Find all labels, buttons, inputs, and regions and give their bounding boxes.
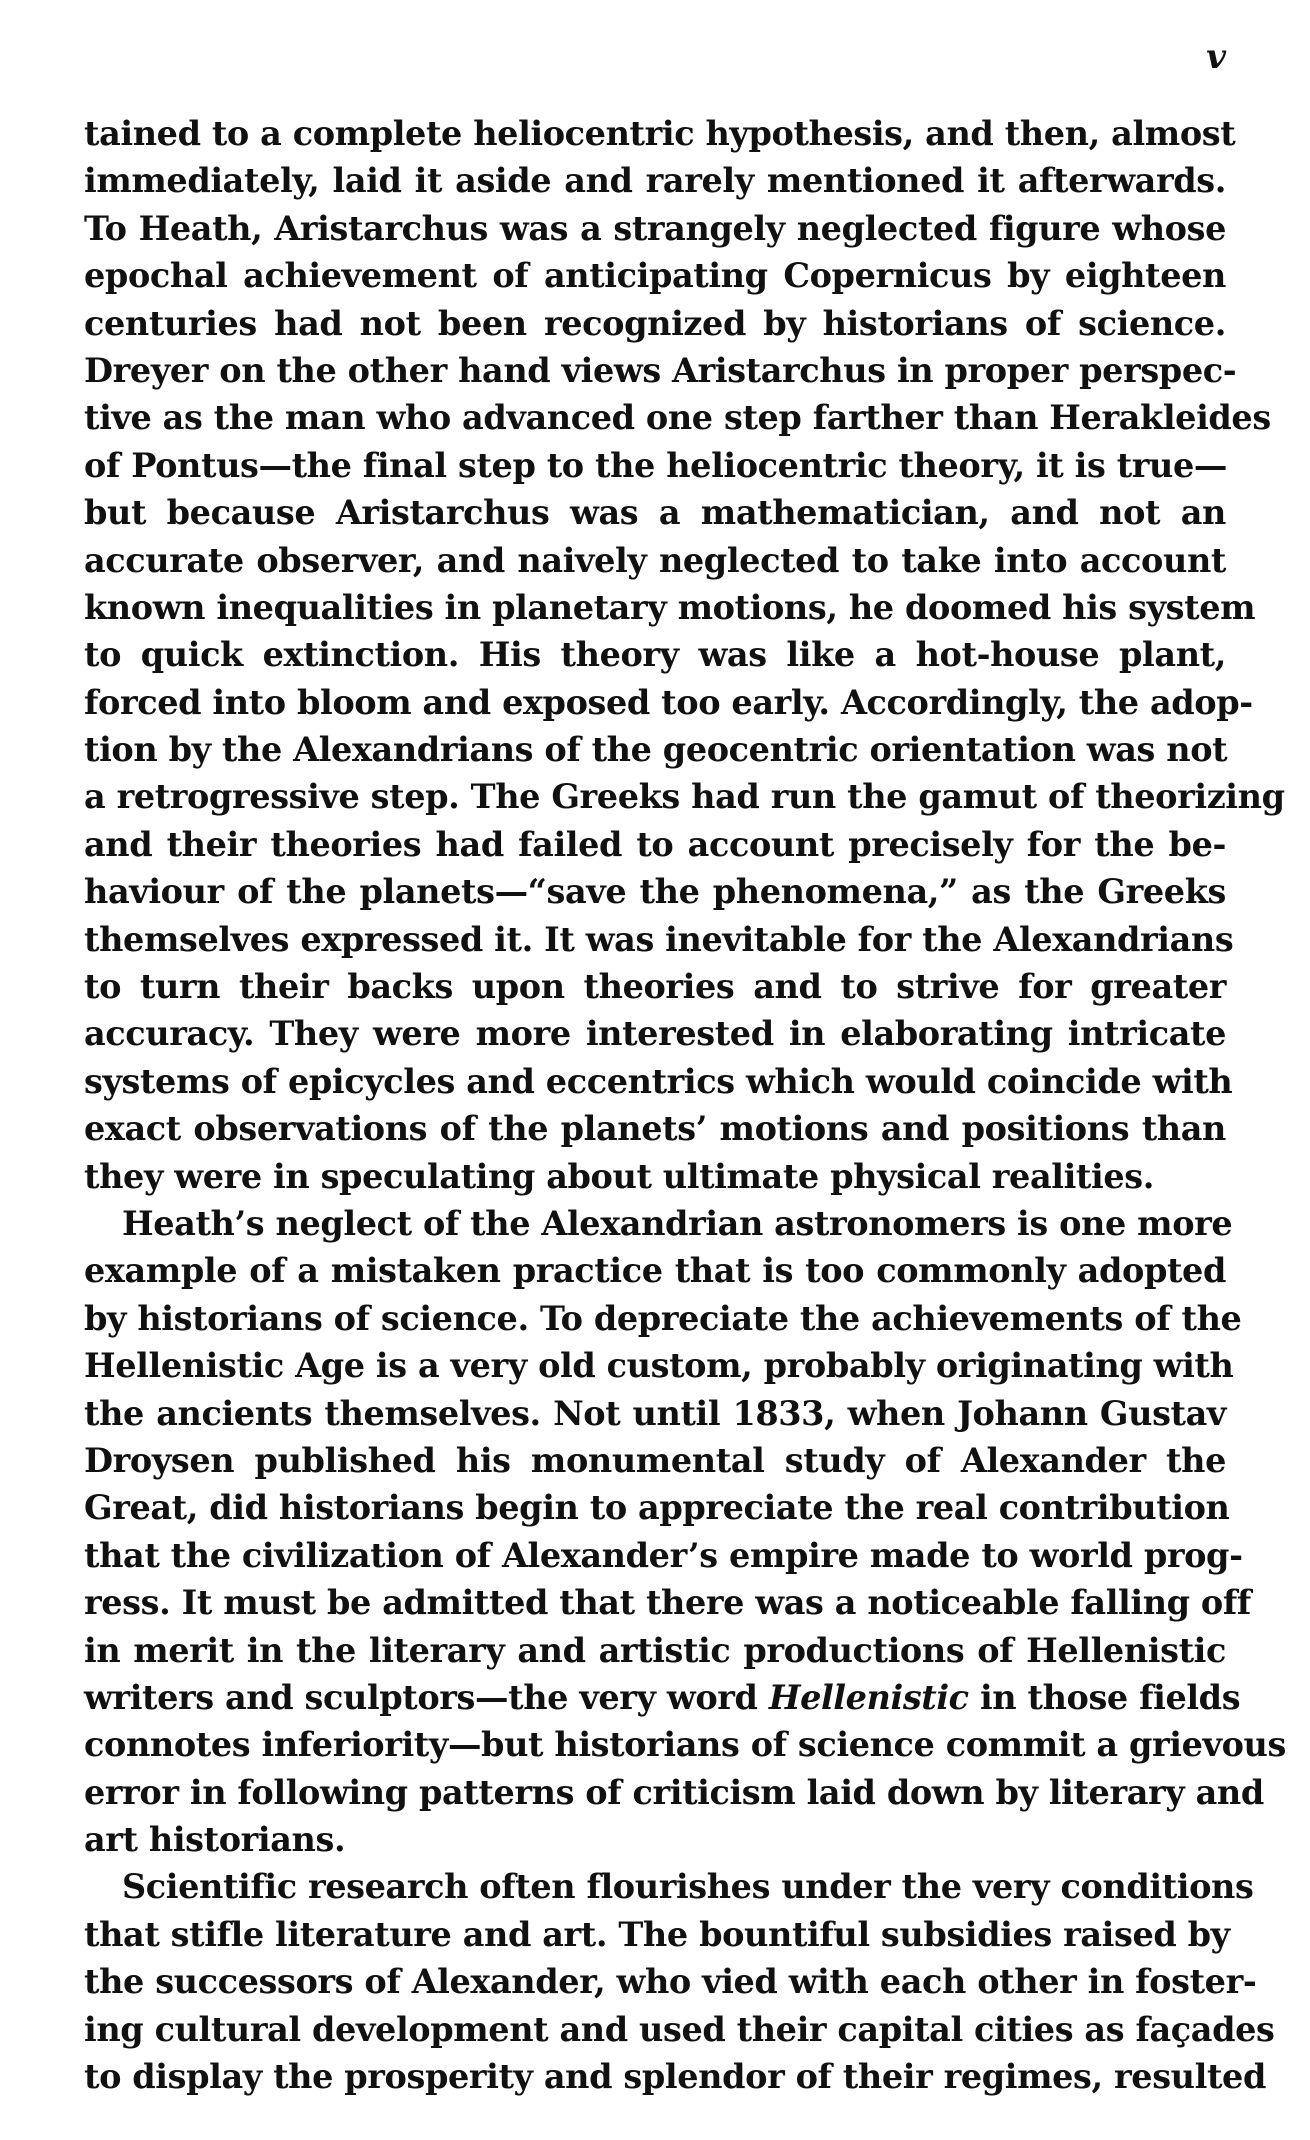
- text-line-with-italic: [84, 1674, 1241, 1721]
- text-line: Heath’s neglect of the Alexandrian astronomers is one more: [122, 1203, 1233, 1243]
- text-line: art historians.: [84, 1820, 346, 1860]
- text-line: Dreyer on the other hand views Aristarchus in proper perspec-: [84, 350, 1237, 390]
- book-page: [84, 0, 1286, 2140]
- text-line: Great, did historians begin to appreciate the real contribution: [84, 1488, 1230, 1528]
- text-line: accuracy. They were more interested in elaborating intricate: [84, 1014, 1226, 1054]
- text-line: Scientific research often flourishes under the very conditions: [122, 1867, 1254, 1907]
- text-line: known inequalities in planetary motions, he doomed his system: [84, 587, 1256, 627]
- body-text: [84, 110, 1286, 2100]
- text-line: to quick extinction. His theory was like a hot-house plant,: [84, 635, 1226, 675]
- text-line: exact observations of the planets’ motions and positions than: [84, 1109, 1226, 1149]
- text-line: that stifle literature and art. The bountiful subsidies raised by: [84, 1914, 1230, 1954]
- text-line: that the civilization of Alexander’s empire made to world prog-: [84, 1535, 1243, 1575]
- page-number: v: [1206, 37, 1226, 77]
- text-line: immediately, laid it aside and rarely mentioned it afterwards.: [84, 161, 1226, 201]
- text-line: tion by the Alexandrians of the geocentric orientation was not: [84, 730, 1228, 770]
- paragraph-2: [84, 1200, 1286, 1863]
- text-line: error in following patterns of criticism laid down by literary and: [84, 1772, 1264, 1812]
- text-line: to display the prosperity and splendor of their regimes, resulted: [84, 2057, 1266, 2097]
- text-line: centuries had not been recognized by historians of science.: [84, 303, 1226, 343]
- text-line: connotes inferiority—but historians of science commit a grievous: [84, 1725, 1286, 1765]
- text-line: themselves expressed it. It was inevitable for the Alexandrians: [84, 919, 1234, 959]
- paragraph-3: [84, 1863, 1275, 2100]
- text-line: example of a mistaken practice that is too commonly adopted: [84, 1251, 1226, 1291]
- text-line: they were in speculating about ultimate physical realities.: [84, 1156, 1154, 1196]
- text-line: by historians of science. To depreciate the achievements of the: [84, 1298, 1242, 1338]
- text-line: accurate observer, and naively neglected to take into account: [84, 540, 1226, 580]
- text-line: forced into bloom and exposed too early. Accordingly, the adop-: [84, 682, 1253, 722]
- text-segment: writers and sculptors—the very word: [84, 1677, 758, 1717]
- text-line: Droysen published his monumental study of Alexander the: [84, 1440, 1226, 1480]
- text-line: ing cultural development and used their capital cities as façades: [84, 2009, 1275, 2049]
- text-line: To Heath, Aristarchus was a strangely neglected figure whose: [84, 208, 1226, 248]
- text-line: of Pontus—the final step to the heliocentric theory, it is true—: [84, 445, 1227, 485]
- text-line: a retrogressive step. The Greeks had run the gamut of theorizing: [84, 777, 1285, 817]
- text-line: but because Aristarchus was a mathematician, and not an: [84, 493, 1226, 533]
- text-line: tained to a complete heliocentric hypothesis, and then, almost: [84, 114, 1236, 153]
- text-line: and their theories had failed to account precisely for the be-: [84, 824, 1226, 864]
- italic-term: Hellenistic: [768, 1677, 969, 1717]
- text-line: Hellenistic Age is a very old custom, probably originating with: [84, 1346, 1234, 1386]
- text-line: to turn their backs upon theories and to strive for greater: [84, 967, 1226, 1007]
- text-line: tive as the man who advanced one step farther than Herakleides: [84, 398, 1271, 438]
- paragraph-1: [84, 110, 1285, 1200]
- text-line: systems of epicycles and eccentrics which would coincide with: [84, 1061, 1233, 1101]
- text-line: the successors of Alexander, who vied with each other in foster-: [84, 1962, 1257, 2002]
- text-line: haviour of the planets—“save the phenomena,” as the Greeks: [84, 872, 1226, 912]
- text-line: epochal achievement of anticipating Copernicus by eighteen: [84, 256, 1226, 296]
- text-line: the ancients themselves. Not until 1833, when Johann Gustav: [84, 1393, 1226, 1433]
- text-segment: in those fields: [979, 1677, 1241, 1717]
- text-line: in merit in the literary and artistic productions of Hellenistic: [84, 1630, 1226, 1670]
- text-line: ress. It must be admitted that there was a noticeable falling off: [84, 1583, 1251, 1623]
